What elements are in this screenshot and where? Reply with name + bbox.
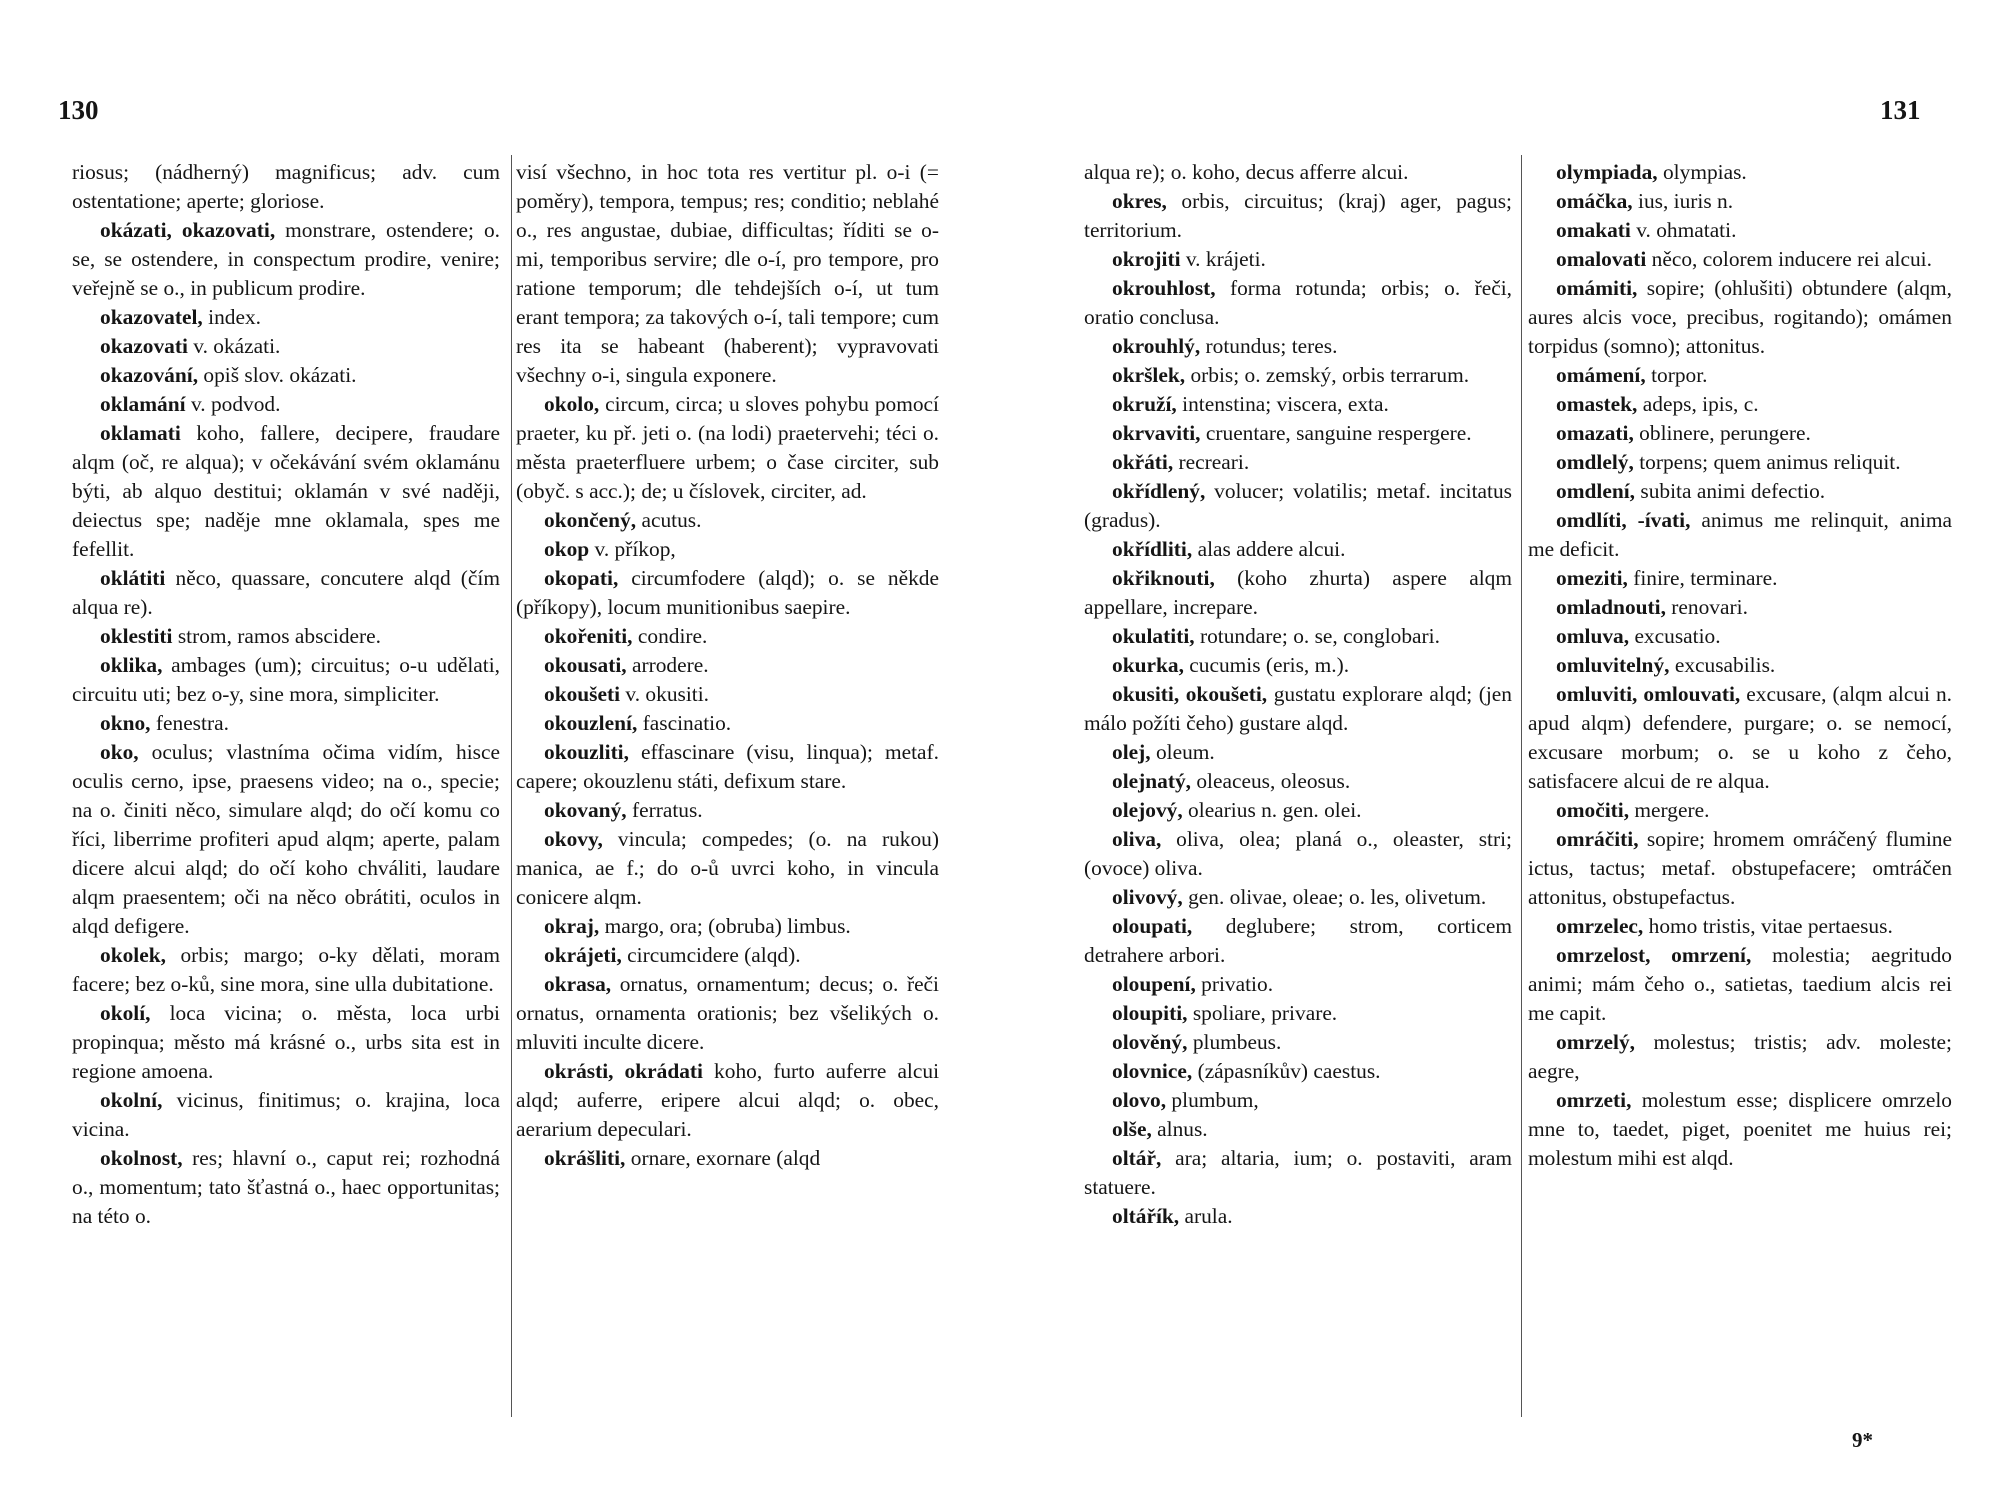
- headword: okrášliti,: [544, 1146, 626, 1170]
- headword: omdlíti, -ívati,: [1556, 508, 1691, 532]
- definition: recreari.: [1173, 450, 1250, 474]
- dictionary-entry: [1084, 245, 1512, 274]
- headword: okolo,: [544, 392, 600, 416]
- dictionary-entry: [1084, 999, 1512, 1028]
- headword: okazovati: [100, 334, 188, 358]
- dictionary-entry: [1084, 738, 1512, 767]
- definition: torpor.: [1645, 363, 1708, 387]
- definition: oleaceus, oleosus.: [1191, 769, 1351, 793]
- definition: excusatio.: [1629, 624, 1721, 648]
- dictionary-entry: [1084, 477, 1512, 535]
- dictionary-entry: [1084, 622, 1512, 651]
- headword: okusiti, okoušeti,: [1112, 682, 1268, 706]
- signature-mark: 9*: [1852, 1428, 1873, 1452]
- dictionary-entry: [72, 1086, 500, 1144]
- headword: okázati, okazovati,: [100, 218, 276, 242]
- dictionary-entry: [1084, 912, 1512, 970]
- headword: olše,: [1112, 1117, 1152, 1141]
- dictionary-entry: [516, 738, 939, 796]
- dictionary-entry: [72, 941, 500, 999]
- definition: forma rotunda; orbis; o. řeči, oratio conclusa.: [1084, 276, 1512, 329]
- definition: cruentare, sanguine respergere.: [1200, 421, 1472, 445]
- dictionary-entry: [72, 738, 500, 941]
- headword: omrzelost, omrzení,: [1556, 943, 1752, 967]
- definition: molestia; aegritudo animi; mám čeho o., satietas, taedium alcis rei me capit.: [1528, 943, 1952, 1025]
- headword: omrzelý,: [1556, 1030, 1635, 1054]
- definition: monstrare, ostendere; o. se, se ostendere, in conspectum prodire, venire; veřejně se o., in publicum prodire.: [72, 218, 500, 300]
- headword: omakati: [1556, 218, 1631, 242]
- headword: olovnice,: [1112, 1059, 1193, 1083]
- headword: okrvaviti,: [1112, 421, 1201, 445]
- dictionary-entry: [72, 999, 500, 1086]
- headword: omladnouti,: [1556, 595, 1666, 619]
- definition: homo tristis, vitae pertaesus.: [1643, 914, 1893, 938]
- dictionary-entry: [1528, 1028, 1952, 1086]
- headword: omazati,: [1556, 421, 1634, 445]
- dictionary-entry: [1528, 564, 1952, 593]
- dictionary-entry: [72, 332, 500, 361]
- headword: omámení,: [1556, 363, 1646, 387]
- definition: něco, quassare, concutere alqd (čím alqua re).: [72, 566, 500, 619]
- dictionary-entry: [72, 419, 500, 564]
- definition: ius, iuris n.: [1632, 189, 1734, 213]
- dictionary-entry: [1084, 970, 1512, 999]
- dictionary-entry: [1528, 622, 1952, 651]
- dictionary-entry: [72, 651, 500, 709]
- headword: omráčiti,: [1556, 827, 1639, 851]
- definition: olearius n. gen. olei.: [1182, 798, 1362, 822]
- headword: okrouhlost,: [1112, 276, 1216, 300]
- headword: olivový,: [1112, 885, 1183, 909]
- dictionary-entry: [1528, 274, 1952, 361]
- column-1: [72, 158, 500, 1231]
- dictionary-entry: [72, 1144, 500, 1231]
- definition: animus me relinquit, anima me deficit.: [1528, 508, 1952, 561]
- definition: sopire; (ohlušiti) obtundere (alqm, aures alcis voce, precibus, rogitando); omámen torpidus (somno); attonitus.: [1528, 276, 1952, 358]
- headword: okrojiti: [1112, 247, 1181, 271]
- dictionary-entry: [1528, 680, 1952, 796]
- definition: (zápasníkův) caestus.: [1192, 1059, 1381, 1083]
- headword: oltář,: [1112, 1146, 1162, 1170]
- definition: index.: [202, 305, 261, 329]
- dictionary-entry: [72, 622, 500, 651]
- headword: olejnatý,: [1112, 769, 1192, 793]
- definition: adeps, ipis, c.: [1637, 392, 1759, 416]
- definition: subita animi defectio.: [1635, 479, 1826, 503]
- definition: sopire; hromem omráčený flumine ictus, tactus; metaf. obstupefacere; omtráčen attonitus, obstupefactus.: [1528, 827, 1952, 909]
- dictionary-entry: [516, 825, 939, 912]
- headword: omluviti, omlouvati,: [1556, 682, 1741, 706]
- definition: rotundare; o. se, conglobari.: [1194, 624, 1440, 648]
- headword: olej,: [1112, 740, 1151, 764]
- dictionary-entry: [516, 709, 939, 738]
- definition: v. ohmatati.: [1630, 218, 1737, 242]
- definition: alnus.: [1151, 1117, 1208, 1141]
- dictionary-entry: [516, 970, 939, 1057]
- definition: excusare, (alqm alcui n. apud alqm) defendere, purgare; o. se nemocí, excusare morbum; o. se u koho z čeho, satisfacere alcui de re alqua.: [1528, 682, 1953, 793]
- dictionary-entry: [516, 1057, 939, 1144]
- definition: alqua re); o. koho, decus afferre alcui.: [1084, 160, 1409, 184]
- dictionary-entry: [516, 622, 939, 651]
- entry-continuation: [1084, 158, 1512, 187]
- dictionary-entry: [1084, 1086, 1512, 1115]
- headword: oliva,: [1112, 827, 1162, 851]
- headword: omrzelec,: [1556, 914, 1644, 938]
- dictionary-entry: [516, 1144, 939, 1173]
- headword: oklátiti: [100, 566, 166, 590]
- dictionary-entry: [72, 709, 500, 738]
- definition: oleum.: [1150, 740, 1215, 764]
- dictionary-entry: [1084, 419, 1512, 448]
- dictionary-entry: [516, 680, 939, 709]
- definition: circum, circa; u sloves pohybu pomocí praeter, ku př. jeti o. (na lodi) praetervehi; téci o. města praeterfluere urbem; o čase circiter, sub (obyč. s acc.); de; u číslovek, circiter, ad.: [516, 392, 939, 503]
- dictionary-entry: [516, 941, 939, 970]
- headword: okřiknouti,: [1112, 566, 1215, 590]
- definition: torpens; quem animus reliquit.: [1633, 450, 1901, 474]
- definition: orbis; margo; o-ky dělati, moram facere; bez o-ků, sine mora, sine ulla dubitatione.: [72, 943, 500, 996]
- definition: ambages (um); circuitus; o-u udělati, circuitu uti; bez o-y, sine mora, simpliciter.: [72, 653, 500, 706]
- definition: koho, fallere, decipere, fraudare alqm (oč, re alqua); v očekávání svém oklamánu býti, ab alquo destitui; oklamán v své naději, deiectus spe; naděje mne oklamala, spes me fefellit.: [72, 421, 500, 561]
- headword: okřídliti,: [1112, 537, 1193, 561]
- headword: omámiti,: [1556, 276, 1638, 300]
- headword: oklika,: [100, 653, 163, 677]
- definition: renovari.: [1665, 595, 1748, 619]
- dictionary-entry: [1084, 767, 1512, 796]
- headword: okazování,: [100, 363, 199, 387]
- dictionary-entry: [72, 564, 500, 622]
- headword: okřáti,: [1112, 450, 1174, 474]
- dictionary-entry: [1084, 361, 1512, 390]
- headword: oklestiti: [100, 624, 173, 648]
- dictionary-entry: [516, 564, 939, 622]
- definition: fascinatio.: [637, 711, 732, 735]
- dictionary-entry: [72, 361, 500, 390]
- headword: omáčka,: [1556, 189, 1633, 213]
- definition: vicinus, finitimus; o. krajina, loca vicina.: [72, 1088, 500, 1141]
- headword: okruží,: [1112, 392, 1177, 416]
- definition: plumbeus.: [1187, 1030, 1282, 1054]
- headword: oloupati,: [1112, 914, 1193, 938]
- headword: oklamati: [100, 421, 181, 445]
- headword: omluvitelný,: [1556, 653, 1670, 677]
- definition: orbis; o. zemský, orbis terrarum.: [1185, 363, 1470, 387]
- dictionary-entry: [1528, 390, 1952, 419]
- headword: okolnost,: [100, 1146, 183, 1170]
- definition: něco, colorem inducere rei alcui.: [1646, 247, 1932, 271]
- definition: oliva, olea; planá o., oleaster, stri; (ovoce) oliva.: [1084, 827, 1512, 880]
- definition: cucumis (eris, m.).: [1183, 653, 1350, 677]
- headword: omluva,: [1556, 624, 1630, 648]
- headword: okrouhlý,: [1112, 334, 1201, 358]
- headword: okolí,: [100, 1001, 151, 1025]
- headword: okouzlení,: [544, 711, 638, 735]
- definition: effascinare (visu, linqua); metaf. capere; okouzlenu státi, defixum stare.: [516, 740, 939, 793]
- definition: plumbum,: [1166, 1088, 1259, 1112]
- headword: omdlení,: [1556, 479, 1636, 503]
- headword: oloupení,: [1112, 972, 1196, 996]
- dictionary-entry: [1528, 912, 1952, 941]
- headword: omalovati: [1556, 247, 1647, 271]
- dictionary-entry: [1084, 535, 1512, 564]
- headword: okrasa,: [544, 972, 612, 996]
- definition: privatio.: [1195, 972, 1274, 996]
- definition: arula.: [1179, 1204, 1233, 1228]
- dictionary-entry: [1084, 564, 1512, 622]
- dictionary-entry: [1528, 506, 1952, 564]
- dictionary-entry: [516, 796, 939, 825]
- definition: vincula; compedes; (o. na rukou) manica, ae f.; do o-ů uvrci koho, in vincula conicere alqm.: [516, 827, 939, 909]
- headword: okořeniti,: [544, 624, 633, 648]
- headword: okop: [544, 537, 590, 561]
- definition: opiš slov. okázati.: [198, 363, 357, 387]
- definition: (koho zhurta) aspere alqm appellare, increpare.: [1084, 566, 1512, 619]
- definition: circumfodere (alqd); o. se někde (příkopy), locum munitionibus saepire.: [516, 566, 939, 619]
- headword: okolní,: [100, 1088, 163, 1112]
- definition: v. příkop,: [589, 537, 676, 561]
- headword: okopati,: [544, 566, 619, 590]
- dictionary-entry: [1528, 187, 1952, 216]
- definition: fenestra.: [150, 711, 229, 735]
- dictionary-entry: [516, 651, 939, 680]
- dictionary-entry: [72, 216, 500, 303]
- definition: gen. olivae, oleae; o. les, olivetum.: [1182, 885, 1487, 909]
- dictionary-entry: [1084, 274, 1512, 332]
- definition: ferratus.: [626, 798, 703, 822]
- dictionary-entry: [1528, 593, 1952, 622]
- headword: okršlek,: [1112, 363, 1186, 387]
- dictionary-entry: [1084, 187, 1512, 245]
- definition: v. okusiti.: [620, 682, 710, 706]
- dictionary-entry: [1528, 245, 1952, 274]
- dictionary-entry: [1528, 825, 1952, 912]
- dictionary-entry: [1528, 941, 1952, 1028]
- definition: ara; altaria, ium; o. postaviti, aram statuere.: [1084, 1146, 1512, 1199]
- headword: olejový,: [1112, 798, 1183, 822]
- definition: rotundus; teres.: [1200, 334, 1338, 358]
- column-rule: [1521, 155, 1522, 1417]
- definition: oculus; vlastníma očima vidím, hisce oculis cerno, ipse, praesens video; na o., specie; na o. činiti něco, simulare alqd; do očí komu co říci, liberrime profiteri apud alqm; aperte, palam dicere alcui alqd; do očí koho chváliti, laudare alqm praesentem; oči na něco obrátiti, oculos in alqd defigere.: [72, 740, 500, 938]
- headword: okovy,: [544, 827, 603, 851]
- definition: intenstina; viscera, exta.: [1176, 392, 1389, 416]
- dictionary-entry: [516, 912, 939, 941]
- definition: visí všechno, in hoc tota res vertitur pl. o-i (= poměry), tempora, tempus; res; conditio; neblahé o., res angustae, dubiae, difficultas; říditi se o-mi, temporibus servire; dle o-í, pro tempore, pro ratione temporum; dle tehdejších o-í, ut tum erant tempora; za takových o-í, tali tempore; cum res ita se habeant (haberent); vypravovati všechny o-i, singula exponere.: [516, 160, 939, 387]
- headword: okres,: [1112, 189, 1167, 213]
- definition: olympias.: [1657, 160, 1747, 184]
- headword: olovo,: [1112, 1088, 1167, 1112]
- dictionary-entry: [1084, 390, 1512, 419]
- dictionary-entry: [1084, 1144, 1512, 1202]
- definition: ornare, exornare (alqd: [625, 1146, 821, 1170]
- headword: oltářík,: [1112, 1204, 1180, 1228]
- dictionary-entry: [1084, 1115, 1512, 1144]
- headword: olympiada,: [1556, 160, 1658, 184]
- headword: okno,: [100, 711, 151, 735]
- headword: okončený,: [544, 508, 637, 532]
- headword: omočiti,: [1556, 798, 1630, 822]
- definition: v. podvod.: [185, 392, 281, 416]
- dictionary-entry: [1528, 216, 1952, 245]
- dictionary-entry: [1084, 448, 1512, 477]
- headword: okoušeti: [544, 682, 621, 706]
- definition: loca vicina; o. města, loca urbi propinqua; město má krásné o., urbs sita est in regione amoena.: [72, 1001, 500, 1083]
- dictionary-entry: [1528, 448, 1952, 477]
- entry-continuation: [72, 158, 500, 216]
- definition: alas addere alcui.: [1192, 537, 1346, 561]
- dictionary-entry: [72, 303, 500, 332]
- headword: okrásti, okrádati: [544, 1059, 704, 1083]
- dictionary-entry: [1528, 419, 1952, 448]
- definition: ornatus, ornamentum; decus; o. řeči ornatus, ornamenta orationis; bez všelikých o. mluviti inculte dicere.: [516, 972, 939, 1054]
- dictionary-entry: [516, 506, 939, 535]
- definition: riosus; (nádherný) magnificus; adv. cum ostentatione; aperte; gloriose.: [72, 160, 500, 213]
- definition: molestum esse; displicere omrzelo mne to, taedet, piget, poenitet me huius rei; molestum mihi est alqd.: [1528, 1088, 1952, 1170]
- definition: margo, ora; (obruba) limbus.: [599, 914, 851, 938]
- column-4: [1528, 158, 1952, 1173]
- definition: gustatu explorare alqd; (jen málo požíti čeho) gustare alqd.: [1084, 682, 1512, 735]
- headword: omrzeti,: [1556, 1088, 1632, 1112]
- definition: finire, terminare.: [1627, 566, 1778, 590]
- headword: okřídlený,: [1112, 479, 1206, 503]
- dictionary-entry: [1084, 796, 1512, 825]
- dictionary-entry: [516, 390, 939, 506]
- dictionary-entry: [516, 535, 939, 564]
- headword: okraj,: [544, 914, 600, 938]
- headword: oklamání: [100, 392, 186, 416]
- dictionary-entry: [1528, 796, 1952, 825]
- page-number-left: 130: [58, 95, 99, 125]
- dictionary-entry: [1528, 477, 1952, 506]
- dictionary-entry: [1528, 158, 1952, 187]
- headword: okolek,: [100, 943, 166, 967]
- definition: v. okázati.: [187, 334, 281, 358]
- headword: okousati,: [544, 653, 627, 677]
- dictionary-entry: [1528, 361, 1952, 390]
- definition: koho, furto auferre alcui alqd; auferre, eripere alcui alqd; o. obec, aerarium depeculari.: [516, 1059, 940, 1141]
- definition: orbis, circuitus; (kraj) ager, pagus; territorium.: [1084, 189, 1512, 242]
- headword: okrájeti,: [544, 943, 622, 967]
- headword: oloupiti,: [1112, 1001, 1188, 1025]
- definition: strom, ramos abscidere.: [172, 624, 381, 648]
- headword: okouzliti,: [544, 740, 629, 764]
- dictionary-entry: [1084, 332, 1512, 361]
- column-2: [516, 158, 939, 1173]
- dictionary-entry: [1084, 1202, 1512, 1231]
- column-rule: [511, 155, 512, 1417]
- definition: molestus; tristis; adv. moleste; aegre,: [1528, 1030, 1952, 1083]
- definition: mergere.: [1629, 798, 1710, 822]
- headword: omdlelý,: [1556, 450, 1634, 474]
- definition: res; hlavní o., caput rei; rozhodná o., momentum; tato šťastná o., haec opportunitas; na této o.: [72, 1146, 500, 1228]
- headword: okovaný,: [544, 798, 627, 822]
- dictionary-entry: [1084, 883, 1512, 912]
- dictionary-entry: [1528, 651, 1952, 680]
- headword: oko,: [100, 740, 139, 764]
- definition: arrodere.: [626, 653, 709, 677]
- headword: omeziti,: [1556, 566, 1628, 590]
- definition: spoliare, privare.: [1187, 1001, 1338, 1025]
- definition: oblinere, perungere.: [1633, 421, 1811, 445]
- definition: v. krájeti.: [1180, 247, 1266, 271]
- definition: deglubere; strom, corticem detrahere arbori.: [1084, 914, 1512, 967]
- definition: acutus.: [636, 508, 702, 532]
- dictionary-entry: [1528, 1086, 1952, 1173]
- definition: condire.: [632, 624, 708, 648]
- dictionary-entry: [1084, 1028, 1512, 1057]
- definition: volucer; volatilis; metaf. incitatus (gradus).: [1084, 479, 1512, 532]
- dictionary-entry: [72, 390, 500, 419]
- page-number-right: 131: [1880, 95, 1921, 125]
- headword: okulatiti,: [1112, 624, 1195, 648]
- headword: olověný,: [1112, 1030, 1188, 1054]
- dictionary-entry: [1084, 651, 1512, 680]
- headword: okazovatel,: [100, 305, 203, 329]
- definition: circumcidere (alqd).: [621, 943, 801, 967]
- definition: excusabilis.: [1669, 653, 1776, 677]
- column-3: [1084, 158, 1512, 1231]
- dictionary-entry: [1084, 825, 1512, 883]
- entry-continuation: [516, 158, 939, 390]
- headword: okurka,: [1112, 653, 1184, 677]
- dictionary-entry: [1084, 1057, 1512, 1086]
- dictionary-entry: [1084, 680, 1512, 738]
- headword: omastek,: [1556, 392, 1638, 416]
